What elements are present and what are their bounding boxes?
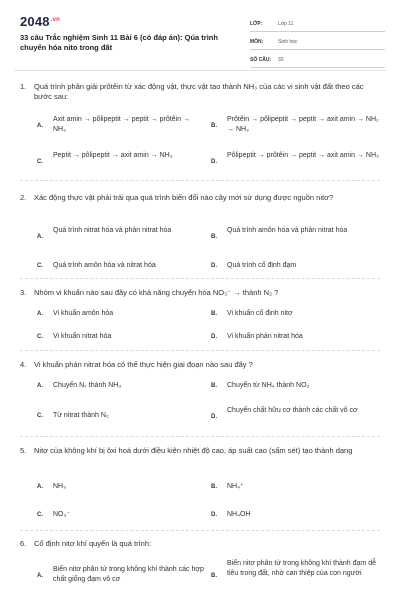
document-header (20, 14, 385, 66)
question-separator (20, 180, 380, 181)
question-separator (20, 436, 380, 437)
header-divider (14, 70, 386, 71)
question-separator (20, 278, 380, 279)
question-text: Xác động thực vật phải trải qua quá trình biến đổi nào cây mới sử dụng được nguồn nitơ? (34, 193, 334, 202)
question-separator (20, 350, 380, 351)
meta-grade: LỚP: Lớp 11 (250, 17, 385, 32)
question-text: Cố định nitơ khí quyển là quá trình: (34, 539, 152, 548)
document-meta (250, 17, 385, 71)
document-title: 33 câu Trắc nghiệm Sinh 11 Bài 6 (có đáp án): Qúa trình chuyển hóa nito trong đất (20, 33, 218, 52)
question-text: Vi khuẩn phản nitrat hóa có thể thực hiện giai đoạn nào sau đây ? (34, 360, 253, 369)
document-page: $2048^{.vn}$ 33 câu Trắc nghiệm Sinh 11 Bài 6 (có đáp án): Qúa trình chuyển hóa nito trong đất LỚP: Lớp 11 MÔN: Sinh học SỐ CÂU: 33 1. Quá trình phân giải prôtêin từ xác động vật, thực vật tạo thành NH₃ của các vi sinh vật đất theo các bước sau: A. Axit amin → pôlipeptit → peptit → prôtêin → NH₃ B. Prôtêin → pôlipeptit → peptit → axit amin → NH₂ → NH₃ C. Peptit → pôlipeptit → axit amin → NH₃ D. Pôlipeptit → prôtêin → peptit → axit amin → NH₃ 2. Xác động thực vật phải trải qua quá trình biến đổi nào cây mới sử dụng được nguồn nitơ? A. Quá trình nitrat hóa và phản nitrat hóa B. Quá trình amôn hóa và phản nitrat hóa C. Quá trình amôn hóa và nitrat hóa D. Quá trình cố định đạm 3. Nhóm vi khuẩn nào sau đây có khả năng chuyển hóa NO₃⁻ → thành N₂ ? A. Vi khuẩn amôn hóa B. Vi khuẩn cố định nitơ C. Vi khuẩn nitrat hóa D. Vi khuẩn phản nitrat hóa 4. Vi khuẩn phản nitrat hóa có thể thực hiện giai đoạn nào sau đây ? A. Chuyển N₂ thành NH₃ B. Chuyển từ NH₄ thành NO₃ C. Từ nitrat thành N₂ D. Chuyển chất hữu cơ thành các chất vô cơ 5. Nitơ của không khí bị ôxi hoá dưới điều kiện nhiệt độ cao, áp suất cao (sấm sét) tạo thành dạng A. NH₃ B. NH₄⁺ C. NO₃⁻ D. NH₄OH 6. Cố định nitơ khí quyển là quá trình: A. Biến nitơ phân tử trong không khí thành các hợp chất giống đạm vô cơ B. Biến nitơ phân tử trong không khí thành đạm dễ tiêu trong đất, nhờ can thiệp của con người (0, 0, 400, 600)
site-logo[interactable]: $2048^{.vn}$ (20, 14, 61, 29)
question-text: Nitơ của không khí bị ôxi hoá dưới điều kiện nhiệt độ cao, áp suất cao (sấm sét) tạo thành dạng (34, 446, 353, 455)
meta-question-count: SỐ CÂU: 33 (250, 53, 385, 68)
question-text: Nhóm vi khuẩn nào sau đây có khả năng chuyển hóa NO₃⁻ → thành N₂ ? (34, 288, 279, 297)
question-separator (20, 530, 380, 531)
question-text: Quá trình phân giải prôtêin từ xác động vật, thực vật tạo thành NH₃ của các vi sinh vật đất theo các bước sau: (34, 82, 364, 101)
meta-subject: MÔN: Sinh học (250, 35, 385, 50)
